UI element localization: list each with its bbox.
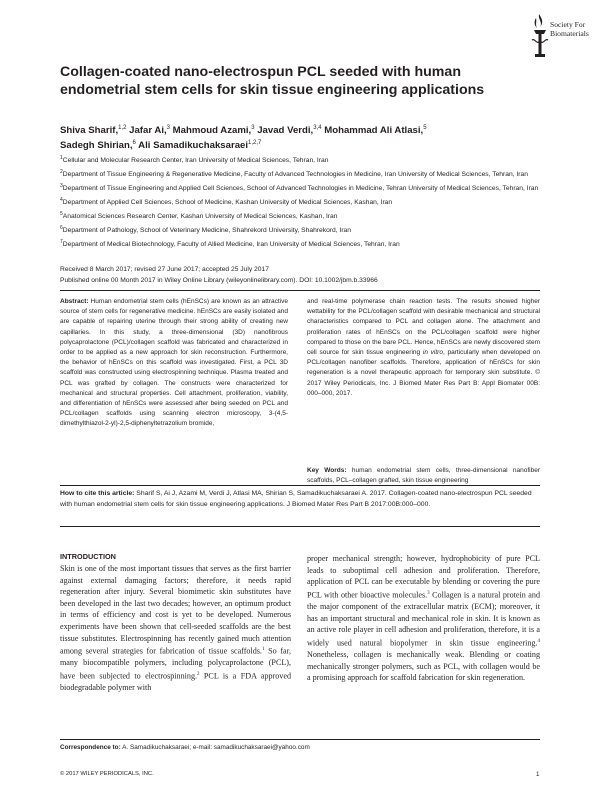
- divider: [60, 739, 540, 740]
- intro-heading: INTRODUCTION: [60, 552, 116, 561]
- author: Sadegh Shirian,$^6$: [60, 140, 136, 152]
- abstract-label: Abstract:: [60, 298, 89, 305]
- published-info: Published online 00 Month 2017 in Wiley Online Library (wileyonlinelibrary.com). DOI: 10.1002/jbm.b.33966: [60, 276, 378, 284]
- publication-dates: [60, 265, 540, 287]
- how-to-cite: How to cite this article: Sharif S, Ai J, Azami M, Verdi J, Atlasi MA, Shirian S, Samadikuchaksaraei A. 2017. Collagen-coated nano-electrospun PCL seeded with human endometrial stem cells for skin tissue engineering applications. J Biomed Mater Res Part B 2017:00B:000–000.: [60, 490, 532, 508]
- divider: [60, 290, 540, 291]
- author: Shiva Sharif,$^{1,2}$: [60, 125, 127, 137]
- affiliation: $^1$Cellular and Molecular Research Center, Iran University of Medical Sciences, Tehran, Iran: [60, 155, 329, 165]
- author-list: [60, 122, 540, 152]
- author: Mahmoud Azami,$^3$: [172, 125, 255, 137]
- correspondence: Correspondence to: A. Samadikuchaksaraei; e-mail: samadikuchaksaraei@yahoo.com: [60, 744, 310, 751]
- author: Javad Verdi,$^{3,4}$: [257, 125, 322, 137]
- keywords-label: Key Words:: [307, 467, 347, 474]
- intro-right-column: proper mechanical strength; however, hydrophobicity of pure PCL leads to suboptimal cell adhesion and proliferation. Therefore, application of PCL can be executable by blending or covering the pure PCL with other bioactive molecules.$^3$ Collagen is a natural protein and the major component of the extracellular matrix (ECM); moreover, it has an important structural and mechanical role in skin. It is known as an active role player in cell adhesion and proliferation, therefore, it is a widely used natural biopolymer in skin tissue engineering.$^4$ Nonetheless, collagen is mechanically weak. Blending or coating mechanically stronger polymers, such as PCL, with collagen would be a promising approach for scaffold fabrication for skin regeneration.: [307, 554, 540, 683]
- article-title: Collagen-coated nano-electrospun PCL seeded with human endometrial stem cells for skin tissue engineering applications: [60, 64, 485, 98]
- affiliation: $^2$Department of Tissue Engineering & Regenerative Medicine, Faculty of Advanced Technologies in Medicine, Iran University of Medical Sciences, Tehran, Iran: [60, 169, 528, 179]
- affiliation-list: [60, 153, 540, 251]
- affiliation: $^4$Department of Applied Cell Sciences, School of Medicine, Kashan University of Medical Sciences, Kashan, Iran: [60, 197, 393, 207]
- author: Ali Samadikuchaksaraei$^{1,2,7}$: [138, 140, 262, 152]
- society-logo: [528, 10, 590, 62]
- affiliation: $^7$Department of Medical Biotechnology, Faculty of Allied Medicine, Iran University of Medical Sciences, Tehran, Iran: [60, 239, 400, 249]
- affiliation: $^6$Department of Pathology, School of Veterinary Medicine, Shahrekord University, Shahrekord, Iran: [60, 225, 351, 235]
- affiliation: $^5$Anatomical Sciences Research Center, Kashan University of Medical Sciences, Kashan, Iran: [60, 211, 338, 221]
- page-number: 1: [536, 771, 540, 778]
- affiliation: $^3$Department of Tissue Engineering and Applied Cell Sciences, School of Advanced Technologies in Medicine, Tehran University of Medical Sciences, Tehran, Iran: [60, 183, 539, 193]
- author: Jafar Ai,$^3$: [129, 125, 170, 137]
- divider: [60, 526, 540, 527]
- received-dates: Received 8 March 2017; revised 27 June 2017; accepted 25 July 2017: [60, 266, 269, 273]
- correspondence-label: Correspondence to:: [60, 744, 121, 751]
- torch-icon: [528, 10, 552, 60]
- intro-left-column: Skin is one of the most important tissues that serves as the first barrier against external damaging factors; therefore, it needs rapid regeneration after injury. Several biomimetic skin substitutes have been developed in the last two decades; however, an optimum product in terms of efficiency and cost is yet to be developed. Numerous experiments have been shown that cell-seeded scaffolds are the best tissue substitutes. Electrospinning has recently gained much attention among several strategies for fabrication of tissue scaffolds.$^1$ So far, many biocompatible polymers, including polycaprolactone (PCL), have been subjected to electrospinning.$^2$ PCL is a FDA approved biodegradable polymer with: [60, 564, 291, 693]
- abstract-right: and real-time polymerase chain reaction tests. The results showed higher wettability for the PCL/collagen scaffold with desirable mechanical and structural characteristics compared to PCL and collagen alone. The attachment and proliferation rates of hEnSCs on the PCL/collagen scaffold were higher compared to those on the bare PCL. Hence, hEnSCs are newly discovered stem cell source for skin tissue engineering in vitro, particularly when developed on PCL/collagen nanofiber scaffolds. Therefore, application of hEnSCs for skin regeneration is a novel therapeutic approach for temporary skin substitute. © 2017 Wiley Periodicals, Inc. J Biomed Mater Res Part B: Appl Biomater 00B: 000–000, 2017.: [307, 298, 540, 397]
- keywords: Key Words: human endometrial stem cells, three-dimensional nanofiber scaffolds, PCL–collagen grafted, skin tissue engineering: [307, 467, 541, 485]
- cite-label: How to cite this article:: [60, 490, 135, 497]
- abstract-left: Abstract: Human endometrial stem cells (hEnSCs) are known as an attractive source of stem cells for regenerative medicine. hEnSCs are easily isolated and are capable of repairing uterine through their strong ability of creating new capillaries. In this study, a three-dimensional (3D) nanofibrous polycaprolactone (PCL)/collagen scaffold was fabricated and characterized in order to be applied as a new approach for skin reconstruction. Furthermore, the behavior of hEnSCs on this scaffold was investigated. First, a PCL 3D scaffold was constructed using electrospinning technique. Plasma treated and PCL was grafted by collagen. The constructs were characterized for mechanical and structural properties. Cell attachment, proliferation, viability, and differentiation of hEnSCs were assessed after being seeded on PCL and PCL/collagen scaffolds using scanning electron microscopy, 3-(4,5-dimethylthiazol-2-yl)-2,5-diphenyltetrazolium bromide,: [60, 298, 288, 428]
- logo-line-2: Biomaterials: [550, 29, 589, 38]
- footer-copyright: © 2017 WILEY PERIODICALS, INC.: [60, 771, 154, 777]
- logo-line-1: Society For: [550, 20, 586, 29]
- divider: [60, 485, 540, 486]
- author: Mohammad Ali Atlasi,$^5$: [324, 125, 427, 137]
